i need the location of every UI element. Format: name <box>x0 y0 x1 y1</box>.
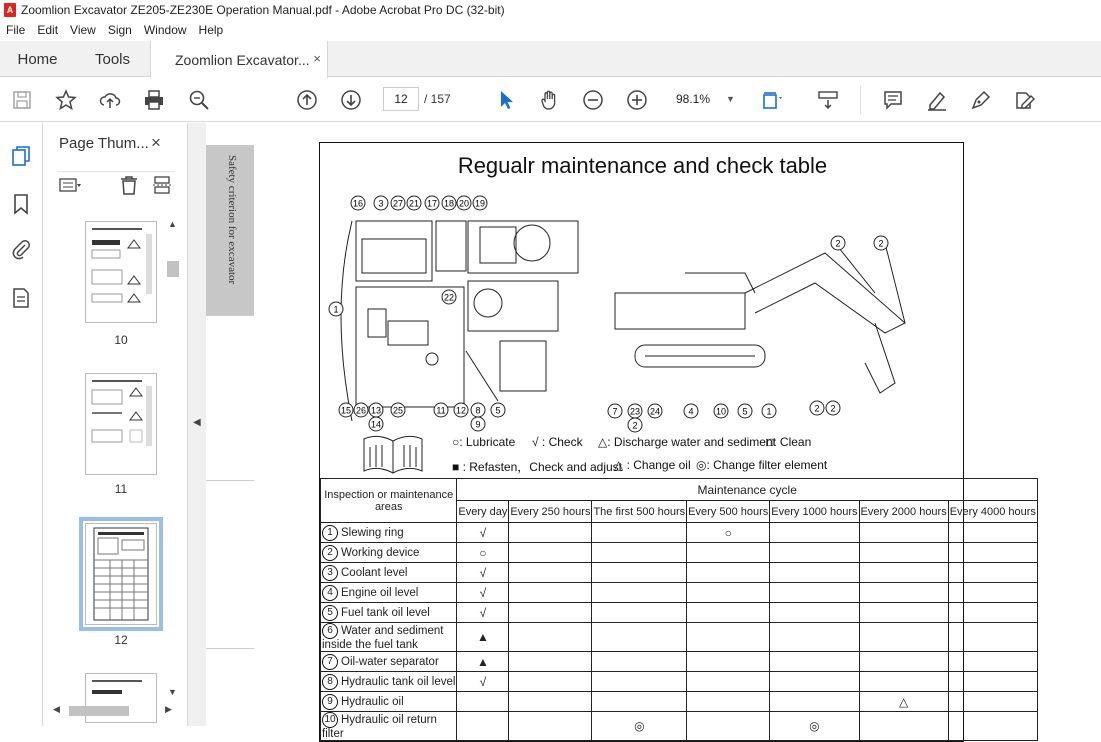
chapter-side-tab <box>206 145 254 315</box>
cycle-mark-cell <box>509 692 592 712</box>
diagram-callout-number: 27 <box>392 198 404 209</box>
area-label: Hydraulic oil return filter <box>322 713 437 740</box>
star-icon[interactable] <box>54 88 78 112</box>
cycle-mark-cell <box>948 672 1037 692</box>
row-number-badge: 2 <box>322 545 338 561</box>
diagram-callout-number: 4 <box>688 406 694 417</box>
cycle-mark-cell <box>770 583 859 603</box>
cycle-mark-cell <box>948 623 1037 652</box>
cycle-mark-cell <box>592 603 687 623</box>
page-number-input[interactable]: 12 <box>383 87 419 111</box>
diagram-callout-number: 10 <box>715 406 727 417</box>
acrobat-icon: A <box>4 3 16 17</box>
column-header: Every day <box>457 501 509 523</box>
legend-refasten: ■ : Refasten，Check and adjust <box>452 460 623 474</box>
row-number-badge: 1 <box>322 525 338 541</box>
window-title: Zoomlion Excavator ZE205-ZE230E Operation Manual.pdf - Adobe Acrobat Pro DC (32-bit) <box>21 3 505 17</box>
area-cell <box>321 623 457 652</box>
diagram-callout-number: 12 <box>455 405 467 416</box>
cycle-mark-cell: √ <box>457 583 509 603</box>
diagram-callout <box>351 196 365 210</box>
cycle-mark-cell <box>770 523 859 543</box>
diagram-callout-number: 21 <box>408 198 420 209</box>
horizontal-scrollbar[interactable] <box>51 704 177 718</box>
table-row <box>321 712 1038 741</box>
tab-document-label: Zoomlion Excavator... <box>175 51 310 68</box>
machine-top-view-diagram <box>328 191 598 431</box>
area-label: Oil-water separator <box>341 655 439 668</box>
diagram-callout <box>391 403 405 417</box>
previous-page-icon[interactable] <box>295 88 319 112</box>
area-cell <box>321 603 457 623</box>
area-cell <box>321 563 457 583</box>
chevron-down-icon[interactable]: ▼ <box>168 687 177 697</box>
diagram-callout-number: 23 <box>629 406 641 417</box>
area-label: Hydraulic oil <box>341 695 404 708</box>
menu-view[interactable]: View <box>70 23 96 37</box>
cycle-mark-cell <box>770 692 859 712</box>
cycle-mark-cell <box>687 543 770 563</box>
diagram-callout <box>454 403 468 417</box>
cycle-mark-cell <box>509 583 592 603</box>
cycle-mark-cell <box>457 692 509 712</box>
legend-clean: □: Clean <box>766 435 812 449</box>
diagram-callout-number: 11 <box>436 405 446 416</box>
cycle-mark-cell <box>948 543 1037 563</box>
close-tab-icon[interactable]: × <box>313 51 321 66</box>
area-label: Working device <box>341 546 420 559</box>
main-toolbar <box>0 78 1101 122</box>
column-header: Every 1000 hours <box>770 501 859 523</box>
menu-file[interactable]: File <box>6 23 26 37</box>
zoom-in-icon[interactable] <box>625 88 649 112</box>
diagram-callout-number: 20 <box>458 198 470 209</box>
page-thumbnails-icon[interactable] <box>10 145 32 167</box>
cycle-mark-cell <box>770 652 859 672</box>
diagram-callout <box>826 401 840 415</box>
cycle-header: Maintenance cycle <box>457 479 1038 501</box>
cycle-mark-cell <box>687 712 770 741</box>
diagram-callout-number: 9 <box>475 419 481 430</box>
table-row <box>321 623 1038 652</box>
area-cell <box>321 712 457 741</box>
table-row <box>321 523 1038 543</box>
cycle-mark-cell <box>948 603 1037 623</box>
diagram-callout <box>684 404 698 418</box>
diagram-callout-number: 2 <box>814 403 820 414</box>
area-label: Slewing ring <box>341 526 404 539</box>
divider <box>206 480 254 481</box>
cycle-mark-cell <box>859 583 948 603</box>
zoom-out-icon[interactable] <box>581 88 605 112</box>
row-number-badge: 4 <box>322 585 338 601</box>
menu-sign[interactable]: Sign <box>107 23 132 37</box>
cycle-mark-cell <box>859 523 948 543</box>
chevron-left-icon[interactable]: ◀ <box>53 704 60 714</box>
cycle-mark-cell <box>509 672 592 692</box>
diagram-callout-number: 19 <box>474 198 486 209</box>
diagram-callout-number: 17 <box>426 198 438 209</box>
diagram-callout-number: 2 <box>878 238 884 249</box>
page-thumbnail-label: 12 <box>114 633 128 647</box>
diagram-callout <box>471 417 485 431</box>
area-cell <box>321 672 457 692</box>
document-properties-icon[interactable] <box>10 287 32 309</box>
delete-page-icon[interactable] <box>119 175 139 195</box>
cycle-mark-cell: ○ <box>457 543 509 563</box>
cycle-mark-cell <box>509 623 592 652</box>
tab-tools[interactable]: Tools <box>94 50 131 68</box>
zoom-level-select[interactable] <box>668 87 740 111</box>
hand-tool-icon[interactable] <box>538 88 562 112</box>
tab-home[interactable]: Home <box>17 50 58 68</box>
table-row <box>321 583 1038 603</box>
document-view[interactable] <box>206 123 1101 740</box>
column-header: Every 4000 hours <box>948 501 1037 523</box>
diagram-callout <box>831 236 845 250</box>
scrollbar-thumb[interactable] <box>167 261 179 277</box>
legend-discharge: △: Discharge water and sediment <box>598 435 776 449</box>
diagram-callout <box>810 401 824 415</box>
diagram-callout <box>391 196 405 210</box>
cycle-mark-cell: √ <box>457 603 509 623</box>
cycle-mark-cell <box>948 652 1037 672</box>
column-header: Every 500 hours <box>687 501 770 523</box>
diagram-callout <box>434 403 448 417</box>
cycle-mark-cell <box>859 712 948 741</box>
cycle-mark-cell <box>592 672 687 692</box>
cycle-mark-cell <box>859 603 948 623</box>
diagram-callout <box>473 196 487 210</box>
cycle-mark-cell <box>509 563 592 583</box>
page-total: / 157 <box>424 92 451 106</box>
left-navigation-rail <box>0 123 43 726</box>
page-thumbnail-12[interactable] <box>85 523 157 625</box>
cycle-mark-cell: ○ <box>687 523 770 543</box>
page-thumbnail-label: 10 <box>114 333 128 347</box>
cycle-mark-cell <box>859 672 948 692</box>
cycle-mark-cell <box>592 583 687 603</box>
cycle-mark-cell: ◎ <box>770 712 859 741</box>
area-cell <box>321 652 457 672</box>
diagram-callout-number: 1 <box>766 406 772 417</box>
page-thumbnails-panel <box>43 123 188 726</box>
diagram-callout-number: 26 <box>355 405 367 416</box>
cycle-mark-cell <box>770 563 859 583</box>
diagram-callout <box>608 404 622 418</box>
cycle-mark-cell <box>509 543 592 563</box>
options-menu-icon[interactable] <box>59 178 81 194</box>
cycle-mark-cell <box>687 672 770 692</box>
cycle-mark-cell <box>859 563 948 583</box>
chevron-up-icon[interactable]: ▲ <box>168 219 177 229</box>
tab-bar <box>0 41 1101 77</box>
diagram-callout-number: 22 <box>443 292 455 303</box>
diagram-callout <box>628 404 642 418</box>
cycle-mark-cell <box>592 563 687 583</box>
cycle-mark-cell <box>592 652 687 672</box>
diagram-callout-number: 16 <box>352 198 364 209</box>
cycle-mark-cell: ◎ <box>592 712 687 741</box>
cycle-mark-cell <box>687 583 770 603</box>
area-label: Fuel tank oil level <box>341 606 430 619</box>
diagram-callout-number: 2 <box>632 420 638 431</box>
diagram-callout-number: 8 <box>475 405 481 416</box>
manual-book-icon <box>362 433 424 475</box>
legend-change-filter: ◎: Change filter element <box>696 458 828 472</box>
cycle-mark-cell <box>859 652 948 672</box>
column-header: Every 2000 hours <box>859 501 948 523</box>
diagram-callout <box>369 417 383 431</box>
diagram-callout <box>425 196 439 210</box>
zoom-search-icon[interactable] <box>187 88 211 112</box>
cycle-mark-cell: ▲ <box>457 652 509 672</box>
diagram-callout <box>874 236 888 250</box>
diagram-callout-number: 25 <box>392 405 404 416</box>
diagram-callout-number: 15 <box>340 405 352 416</box>
cycle-mark-cell <box>687 563 770 583</box>
area-cell <box>321 543 457 563</box>
menu-edit[interactable]: Edit <box>37 23 59 37</box>
row-number-badge: 9 <box>322 694 338 710</box>
cycle-mark-cell <box>509 523 592 543</box>
menu-window[interactable]: Window <box>143 23 187 37</box>
panel-title: Page Thum... <box>59 135 149 152</box>
diagram-callout-number: 2 <box>830 403 836 414</box>
diagram-callout-number: 24 <box>649 406 661 417</box>
cycle-mark-cell <box>770 603 859 623</box>
diagram-callout <box>738 404 752 418</box>
cycle-mark-cell <box>687 652 770 672</box>
cycle-mark-cell <box>509 652 592 672</box>
scroll-mode-icon[interactable] <box>816 88 840 112</box>
cycle-mark-cell <box>592 692 687 712</box>
row-number-badge: 7 <box>322 654 338 670</box>
cloud-upload-icon[interactable] <box>98 88 122 112</box>
area-label: Hydraulic tank oil level <box>341 675 456 688</box>
diagram-callout <box>442 196 456 210</box>
legend-change-oil: △ : Change oil <box>614 458 691 472</box>
diagram-callout <box>471 403 485 417</box>
extract-pages-icon[interactable] <box>152 175 172 195</box>
thumbnail-scrollbar[interactable] <box>167 219 179 701</box>
legend-check: √ : Check <box>532 435 583 449</box>
area-header: Inspection or maintenance areas <box>321 479 457 523</box>
panel-toolbar <box>57 171 175 197</box>
tab-document[interactable] <box>150 41 328 78</box>
cycle-mark-cell <box>770 672 859 692</box>
page-thumbnail-label: 11 <box>114 482 128 496</box>
cycle-mark-cell: ▲ <box>457 623 509 652</box>
diagram-callout-number: 14 <box>370 419 382 430</box>
diagram-callout <box>714 404 728 418</box>
column-header: Every 250 hours <box>509 501 592 523</box>
cycle-mark-cell <box>687 603 770 623</box>
diagram-callout <box>442 290 456 304</box>
cycle-mark-cell: √ <box>457 672 509 692</box>
panel-splitter[interactable] <box>188 123 206 726</box>
diagram-callout-number: 3 <box>378 198 384 209</box>
area-cell <box>321 523 457 543</box>
cycle-mark-cell <box>592 623 687 652</box>
print-icon[interactable] <box>142 88 166 112</box>
row-number-badge: 10 <box>322 712 338 728</box>
page-thumbnail-11[interactable] <box>85 373 157 475</box>
cycle-mark-cell: √ <box>457 563 509 583</box>
diagram-callout-number: 1 <box>333 304 339 315</box>
row-number-badge: 8 <box>322 674 338 690</box>
cycle-mark-cell <box>457 712 509 741</box>
diagram-callout-number: 5 <box>495 405 501 416</box>
row-number-badge: 6 <box>322 623 338 639</box>
chevron-down-icon: ▼ <box>726 94 735 104</box>
select-cursor-icon[interactable] <box>494 88 518 112</box>
comment-icon[interactable] <box>881 88 905 112</box>
collapse-panel-icon[interactable]: ◀ <box>193 417 201 428</box>
diagram-callout <box>407 196 421 210</box>
diagram-callout <box>491 403 505 417</box>
pdf-page <box>319 142 1036 742</box>
diagram-callout <box>374 196 388 210</box>
cycle-mark-cell <box>509 712 592 741</box>
cycle-mark-cell <box>948 523 1037 543</box>
divider <box>206 315 254 316</box>
diagram-callout-number: 13 <box>370 405 382 416</box>
cycle-mark-cell <box>592 523 687 543</box>
cycle-mark-cell <box>948 563 1037 583</box>
diagram-callout <box>329 302 343 316</box>
area-cell <box>321 692 457 712</box>
diagram-callout-number: 5 <box>742 406 748 417</box>
diagram-callout <box>648 404 662 418</box>
zoom-level-value: 98.1% <box>676 92 711 106</box>
draw-pen-icon[interactable] <box>969 88 993 112</box>
diagram-callout-number: 18 <box>443 198 455 209</box>
menu-bar <box>0 20 1101 40</box>
cycle-mark-cell: △ <box>859 692 948 712</box>
scrollbar-thumb[interactable] <box>69 706 129 716</box>
page-fit-icon[interactable] <box>760 88 784 112</box>
table-row <box>321 672 1038 692</box>
chapter-side-tab-label: Safety criterion for excavator <box>226 155 238 285</box>
cycle-mark-cell <box>592 543 687 563</box>
diagram-callout <box>457 196 471 210</box>
area-label: Water and sediment inside the fuel tank <box>322 624 444 651</box>
table-row <box>321 563 1038 583</box>
cycle-mark-cell <box>687 623 770 652</box>
cycle-mark-cell <box>859 623 948 652</box>
table-row <box>321 603 1038 623</box>
cycle-mark-cell <box>948 712 1037 741</box>
diagram-callout <box>339 403 353 417</box>
table-row <box>321 692 1038 712</box>
cycle-mark-cell <box>509 603 592 623</box>
area-label: Engine oil level <box>341 586 419 599</box>
excavator-side-view-diagram <box>605 233 940 433</box>
legend-lubricate: ○: Lubricate <box>452 435 516 449</box>
save-icon[interactable] <box>10 88 34 112</box>
cycle-mark-cell <box>687 692 770 712</box>
column-header: The first 500 hours <box>592 501 687 523</box>
bookmark-icon[interactable] <box>10 193 32 215</box>
area-cell <box>321 583 457 603</box>
row-number-badge: 5 <box>322 605 338 621</box>
diagram-callout <box>762 404 776 418</box>
chevron-right-icon[interactable]: ▶ <box>165 704 172 714</box>
diagram-callout <box>628 418 642 432</box>
fill-sign-icon[interactable] <box>1012 88 1036 112</box>
cycle-mark-cell <box>859 543 948 563</box>
next-page-icon[interactable] <box>339 88 363 112</box>
diagram-callout-number: 7 <box>612 406 618 417</box>
attachment-icon[interactable] <box>10 238 32 260</box>
page-title: Regualr maintenance and check table <box>457 153 828 178</box>
menu-help[interactable]: Help <box>198 23 224 37</box>
diagram-callout-number: 2 <box>835 238 841 249</box>
title-bar <box>0 0 1101 20</box>
diagram-callout <box>369 403 383 417</box>
diagram-callout <box>354 403 368 417</box>
cycle-mark-cell: √ <box>457 523 509 543</box>
cycle-mark-cell <box>770 623 859 652</box>
row-number-badge: 3 <box>322 565 338 581</box>
cycle-mark-cell <box>948 692 1037 712</box>
cycle-mark-cell <box>770 543 859 563</box>
area-label: Coolant level <box>341 566 408 579</box>
highlight-pen-icon[interactable] <box>925 88 949 112</box>
page-thumbnail-10[interactable] <box>85 221 157 323</box>
toolbar-divider <box>860 86 861 114</box>
divider <box>206 648 254 649</box>
maintenance-table <box>320 478 1038 741</box>
table-row <box>321 652 1038 672</box>
close-panel-icon[interactable]: × <box>151 133 161 152</box>
cycle-mark-cell <box>948 583 1037 603</box>
table-row <box>321 543 1038 563</box>
